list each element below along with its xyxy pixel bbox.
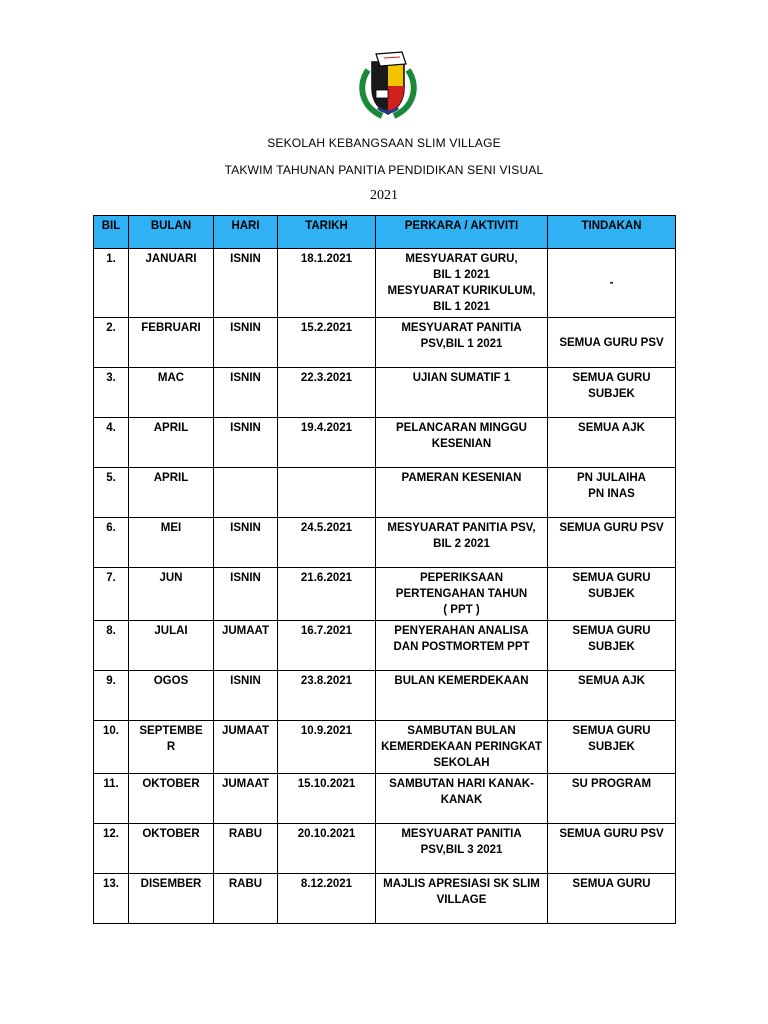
cell-hari: ISNIN: [214, 249, 278, 318]
cell-bulan: JULAI: [129, 621, 214, 671]
cell-hari: RABU: [214, 824, 278, 874]
cell-bil: 5.: [94, 468, 129, 518]
cell-tarikh: 15.2.2021: [278, 318, 376, 368]
cell-tarikh: 15.10.2021: [278, 774, 376, 824]
col-header-tindakan: TINDAKAN: [548, 216, 676, 249]
table-row: [94, 774, 676, 824]
table-row: [94, 318, 676, 368]
cell-bil: 12.: [94, 824, 129, 874]
cell-tindakan: SU PROGRAM: [548, 774, 676, 824]
cell-bulan: SEPTEMBE R: [129, 721, 214, 774]
cell-bulan: JANUARI: [129, 249, 214, 318]
cell-bulan: MEI: [129, 518, 214, 568]
cell-tindakan: SEMUA GURU PSV: [548, 318, 676, 368]
table-row: [94, 249, 676, 318]
cell-bil: 7.: [94, 568, 129, 621]
table-row: [94, 721, 676, 774]
col-header-bil: BIL: [94, 216, 129, 249]
table-row: [94, 621, 676, 671]
cell-bil: 6.: [94, 518, 129, 568]
cell-perkara: PAMERAN KESENIAN: [376, 468, 548, 518]
cell-tarikh: [278, 468, 376, 518]
cell-bil: 2.: [94, 318, 129, 368]
cell-tindakan: SEMUA AJK: [548, 671, 676, 721]
cell-tarikh: 22.3.2021: [278, 368, 376, 418]
cell-tarikh: 18.1.2021: [278, 249, 376, 318]
cell-bil: 3.: [94, 368, 129, 418]
cell-tarikh: 23.8.2021: [278, 671, 376, 721]
cell-bil: 11.: [94, 774, 129, 824]
cell-bil: 10.: [94, 721, 129, 774]
table-row: [94, 468, 676, 518]
cell-tindakan: SEMUA GURU SUBJEK: [548, 621, 676, 671]
col-header-perkara: PERKARA / AKTIVITI: [376, 216, 548, 249]
table-row: [94, 874, 676, 924]
cell-bulan: OGOS: [129, 671, 214, 721]
cell-tindakan: PN JULAIHA PN INAS: [548, 468, 676, 518]
cell-tindakan: SEMUA GURU PSV: [548, 824, 676, 874]
cell-hari: JUMAAT: [214, 721, 278, 774]
cell-bulan: OKTOBER: [129, 774, 214, 824]
cell-bulan: APRIL: [129, 468, 214, 518]
cell-perkara: SAMBUTAN BULAN KEMERDEKAAN PERINGKAT SEKOLAH: [376, 721, 548, 774]
cell-perkara: MESYUARAT PANITIA PSV,BIL 1 2021: [376, 318, 548, 368]
cell-hari: ISNIN: [214, 368, 278, 418]
cell-perkara: MAJLIS APRESIASI SK SLIM VILLAGE: [376, 874, 548, 924]
cell-tarikh: 16.7.2021: [278, 621, 376, 671]
table-row: [94, 418, 676, 468]
cell-tindakan: SEMUA AJK: [548, 418, 676, 468]
table-row: [94, 671, 676, 721]
cell-perkara: PENYERAHAN ANALISA DAN POSTMORTEM PPT: [376, 621, 548, 671]
cell-tindakan: SEMUA GURU SUBJEK: [548, 368, 676, 418]
cell-perkara: PEPERIKSAAN PERTENGAHAN TAHUN ( PPT ): [376, 568, 548, 621]
table-header-row: [94, 216, 676, 249]
cell-bil: 1.: [94, 249, 129, 318]
school-crest-icon: [356, 50, 420, 122]
table-row: [94, 518, 676, 568]
cell-tindakan: SEMUA GURU PSV: [548, 518, 676, 568]
cell-hari: JUMAAT: [214, 774, 278, 824]
cell-bulan: JUN: [129, 568, 214, 621]
cell-hari: [214, 468, 278, 518]
cell-bil: 8.: [94, 621, 129, 671]
cell-perkara: BULAN KEMERDEKAAN: [376, 671, 548, 721]
cell-hari: ISNIN: [214, 518, 278, 568]
col-header-hari: HARI: [214, 216, 278, 249]
cell-bulan: OKTOBER: [129, 824, 214, 874]
cell-hari: ISNIN: [214, 568, 278, 621]
cell-tarikh: 19.4.2021: [278, 418, 376, 468]
table-row: [94, 568, 676, 621]
calendar-table: [93, 215, 676, 924]
cell-tindakan: SEMUA GURU: [548, 874, 676, 924]
cell-perkara: MESYUARAT PANITIA PSV, BIL 2 2021: [376, 518, 548, 568]
cell-bulan: APRIL: [129, 418, 214, 468]
cell-tindakan: -: [548, 249, 676, 318]
document-title: TAKWIM TAHUNAN PANITIA PENDIDIKAN SENI VISUAL: [224, 163, 544, 177]
school-name: SEKOLAH KEBANGSAAN SLIM VILLAGE: [267, 136, 501, 150]
col-header-bulan: BULAN: [129, 216, 214, 249]
cell-bil: 4.: [94, 418, 129, 468]
document-year: 2021: [370, 188, 398, 203]
cell-perkara: PELANCARAN MINGGU KESENIAN: [376, 418, 548, 468]
cell-tarikh: 21.6.2021: [278, 568, 376, 621]
cell-tarikh: 20.10.2021: [278, 824, 376, 874]
cell-hari: ISNIN: [214, 418, 278, 468]
cell-bulan: MAC: [129, 368, 214, 418]
table-row: [94, 824, 676, 874]
cell-tindakan: SEMUA GURU SUBJEK: [548, 568, 676, 621]
cell-bulan: FEBRUARI: [129, 318, 214, 368]
col-header-tarikh: TARIKH: [278, 216, 376, 249]
cell-tindakan: SEMUA GURU SUBJEK: [548, 721, 676, 774]
cell-hari: JUMAAT: [214, 621, 278, 671]
table-row: [94, 368, 676, 418]
cell-hari: ISNIN: [214, 318, 278, 368]
cell-hari: ISNIN: [214, 671, 278, 721]
cell-bil: 13.: [94, 874, 129, 924]
cell-perkara: MESYUARAT PANITIA PSV,BIL 3 2021: [376, 824, 548, 874]
cell-tarikh: 10.9.2021: [278, 721, 376, 774]
cell-tarikh: 24.5.2021: [278, 518, 376, 568]
cell-perkara: UJIAN SUMATIF 1: [376, 368, 548, 418]
cell-hari: RABU: [214, 874, 278, 924]
cell-perkara: MESYUARAT GURU, BIL 1 2021 MESYUARAT KURIKULUM, BIL 1 2021: [376, 249, 548, 318]
cell-tarikh: 8.12.2021: [278, 874, 376, 924]
cell-bulan: DISEMBER: [129, 874, 214, 924]
cell-bil: 9.: [94, 671, 129, 721]
cell-perkara: SAMBUTAN HARI KANAK- KANAK: [376, 774, 548, 824]
